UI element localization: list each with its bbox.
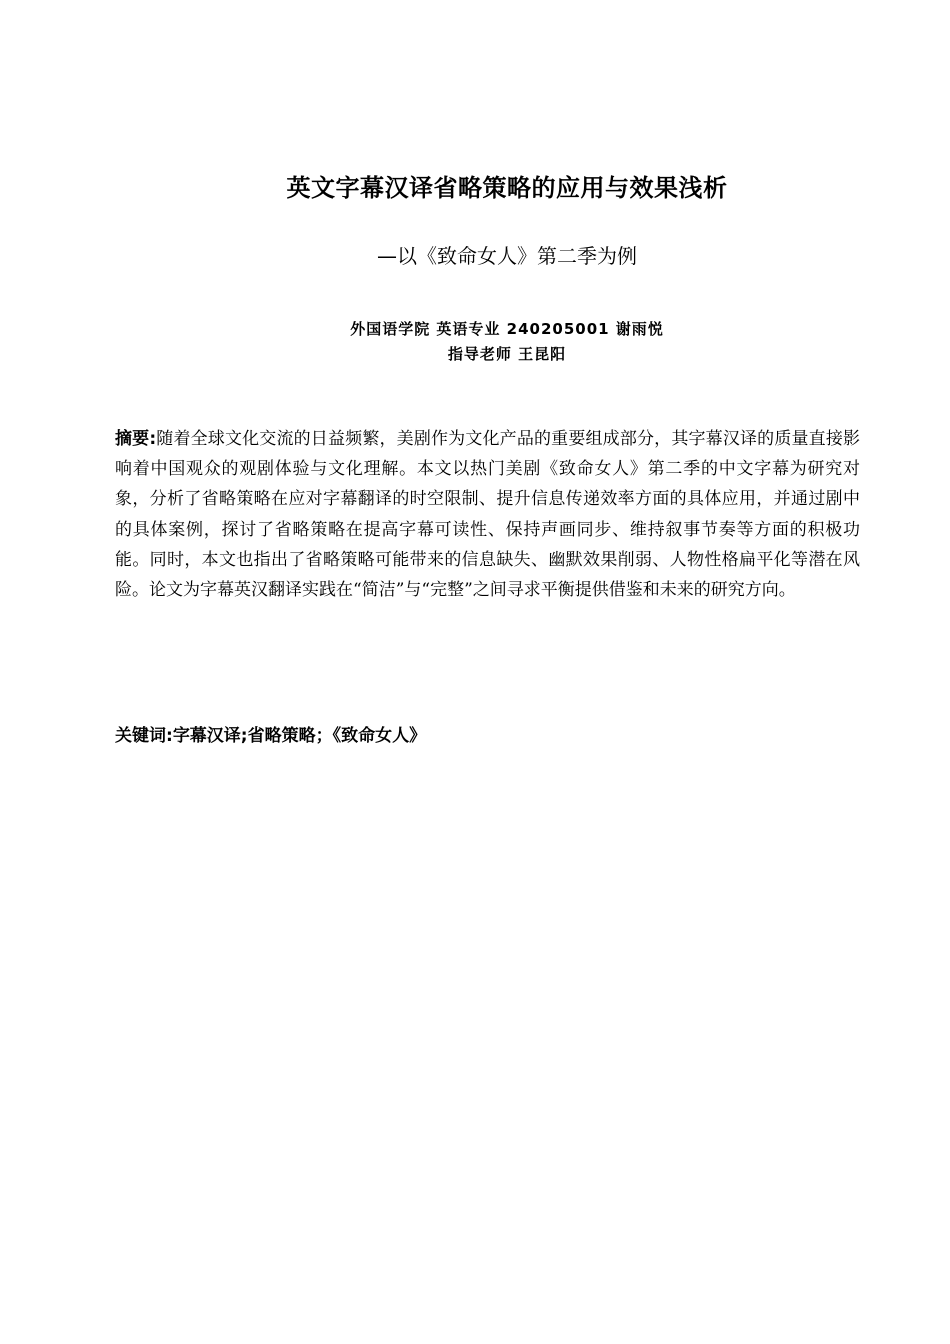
abstract-text: 随着全球文化交流的日益频繁，美剧作为文化产品的重要组成部分，其字幕汉译的质量直接影响着中国观众的观剧体验与文化理解。本文以热门美剧《致命女人》第二季的中文字幕为研究对象，分析了省略策略在应对字幕翻译的时空限制、提升信息传递效率方面的具体应用，并通过剧中的具体案例，探讨了省略策略在提高字幕可读性、保持声画同步、维持叙事节奏等方面的积极功能。同时，本文也指出了省略策略可能带来的信息缺失、幽默效果削弱、人物性格扁平化等潜在风险。论文为字幕英汉翻译实践在“简洁”与“完整”之间寻求平衡提供借鉴和未来的研究方向。	[115, 429, 860, 601]
keywords-text: 字幕汉译;省略策略；《致命女人》	[172, 726, 427, 746]
advisor-info: 指导老师 王昆阳	[447, 345, 567, 363]
abstract-label: 摘要:	[115, 429, 157, 449]
author-info: 外国语学院 英语专业 240205001 谢雨悦	[350, 320, 664, 338]
abstract	[115, 424, 860, 605]
keywords	[115, 721, 860, 746]
paper-title: 英文字幕汉译省略策略的应用与效果浅析	[286, 174, 728, 202]
keywords-label: 关键词:	[115, 726, 173, 746]
paper-subtitle: —以《致命女人》第二季为例	[377, 244, 637, 268]
